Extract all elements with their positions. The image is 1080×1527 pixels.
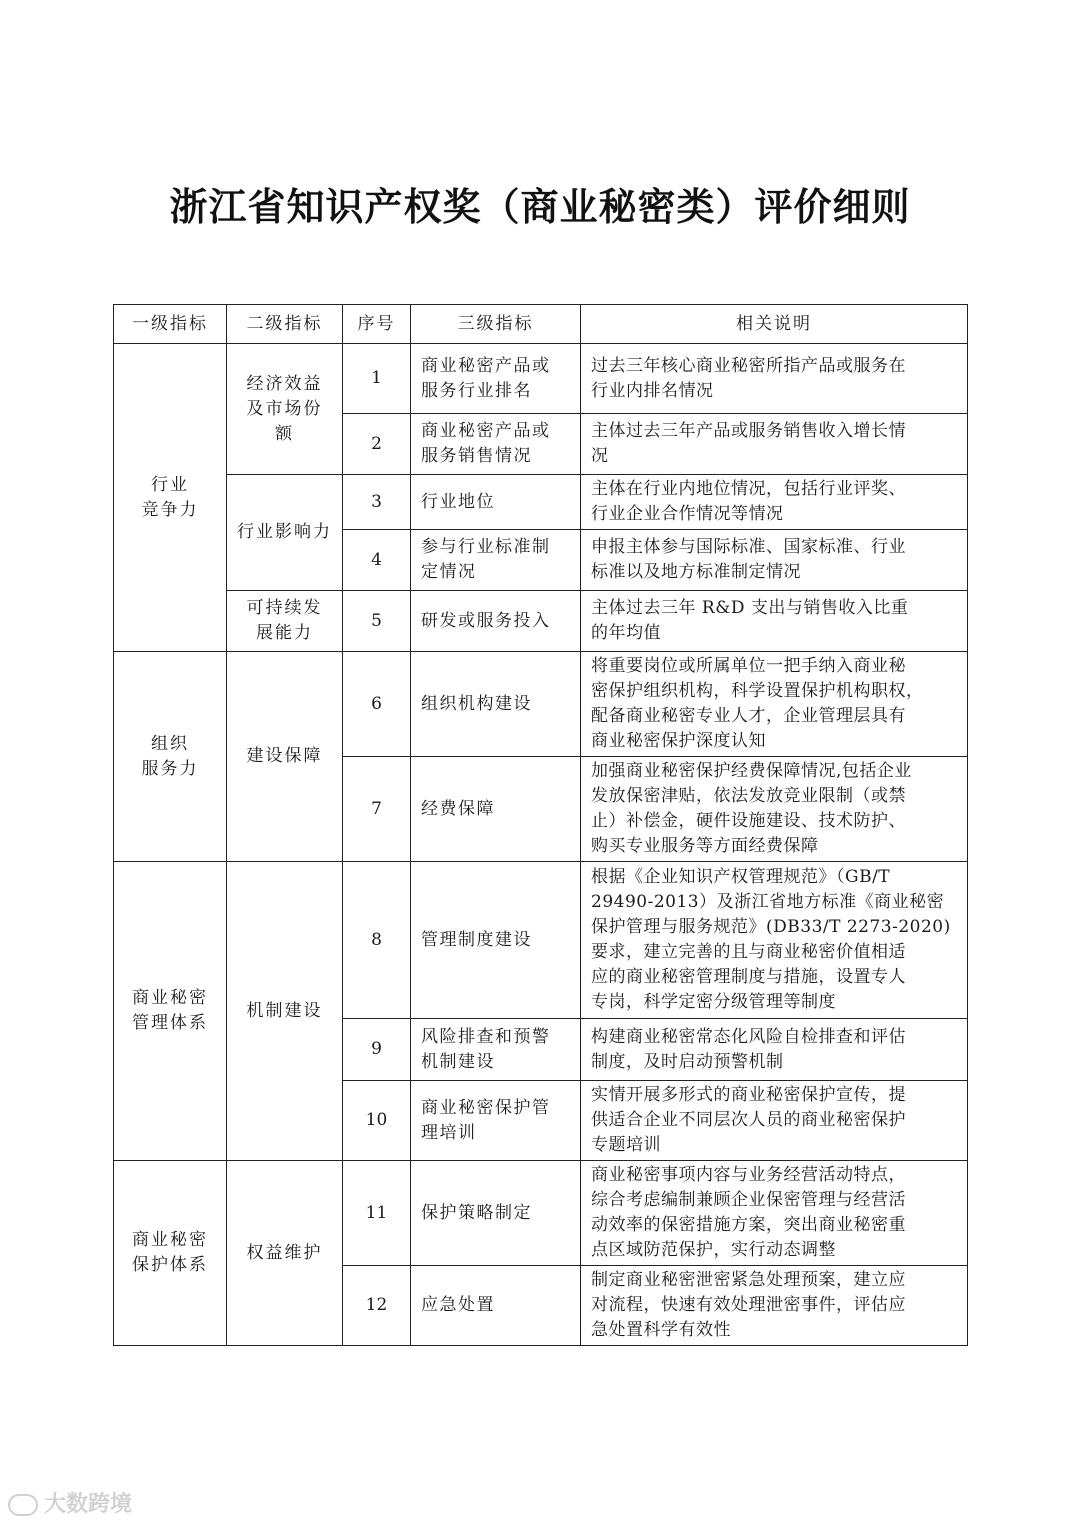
description-cell: 实情开展多形式的商业秘密保护宣传，提 供适合企业不同层次人员的商业秘密保护 专题培训 — [581, 1081, 968, 1161]
description-cell: 过去三年核心商业秘密所指产品或服务在 行业内排名情况 — [581, 344, 968, 414]
level3-cell: 商业秘密保护管 理培训 — [411, 1081, 581, 1161]
level1-cell: 商业秘密 管理体系 — [114, 862, 227, 1161]
table-row — [114, 652, 968, 757]
description-cell: 主体过去三年产品或服务销售收入增长情 况 — [581, 414, 968, 475]
row-number: 11 — [343, 1161, 411, 1266]
level3-cell: 组织机构建设 — [411, 652, 581, 757]
row-number: 5 — [343, 591, 411, 652]
description-cell: 申报主体参与国际标准、国家标准、行业 标准以及地方标准制定情况 — [581, 530, 968, 591]
evaluation-table — [113, 304, 968, 1346]
level3-cell: 商业秘密产品或 服务行业排名 — [411, 344, 581, 414]
header-description: 相关说明 — [581, 305, 968, 344]
description-cell: 根据《企业知识产权管理规范》（GB/T 29490-2013）及浙江省地方标准《商业秘密 保护管理与服务规范》(DB33/T 2273-2020) 要求，建立完善的且与商业秘密价值相适 应的商业秘密管理制度与措施，设置专人 专岗，科学定密分级管理等制度 — [581, 862, 968, 1019]
level2-cell: 行业影响力 — [227, 475, 343, 591]
row-number: 10 — [343, 1081, 411, 1161]
table-row — [114, 475, 968, 530]
level1-cell: 行业 竞争力 — [114, 344, 227, 652]
level2-cell: 权益维护 — [227, 1161, 343, 1346]
header-level1: 一级指标 — [114, 305, 227, 344]
row-number: 7 — [343, 757, 411, 862]
header-level2: 二级指标 — [227, 305, 343, 344]
level2-cell: 经济效益 及市场份 额 — [227, 344, 343, 475]
watermark-text: 大数跨境 — [44, 1492, 133, 1517]
level3-cell: 经费保障 — [411, 757, 581, 862]
level3-cell: 风险排查和预警 机制建设 — [411, 1019, 581, 1081]
description-cell: 加强商业秘密保护经费保障情况,包括企业 发放保密津贴，依法发放竞业限制（或禁 止）补偿金，硬件设施建设、技术防护、 购买专业服务等方面经费保障 — [581, 757, 968, 862]
description-cell: 将重要岗位或所属单位一把手纳入商业秘 密保护组织机构，科学设置保护机构职权， 配备商业秘密专业人才，企业管理层具有 商业秘密保护深度认知 — [581, 652, 968, 757]
row-number: 2 — [343, 414, 411, 475]
table-header-row — [114, 305, 968, 344]
level2-cell: 建设保障 — [227, 652, 343, 862]
description-cell: 商业秘密事项内容与业务经营活动特点， 综合考虑编制兼顾企业保密管理与经营活 动效率的保密措施方案，突出商业秘密重 点区域防范保护，实行动态调整 — [581, 1161, 968, 1266]
row-number: 8 — [343, 862, 411, 1019]
row-number: 12 — [343, 1266, 411, 1346]
row-number: 3 — [343, 475, 411, 530]
level1-cell: 商业秘密 保护体系 — [114, 1161, 227, 1346]
level2-cell: 机制建设 — [227, 862, 343, 1161]
row-number: 1 — [343, 344, 411, 414]
row-number: 4 — [343, 530, 411, 591]
level1-cell: 组织 服务力 — [114, 652, 227, 862]
watermark-logo-icon — [8, 1494, 38, 1516]
level2-cell: 可持续发 展能力 — [227, 591, 343, 652]
table-row — [114, 1161, 968, 1266]
level3-cell: 应急处置 — [411, 1266, 581, 1346]
row-number: 9 — [343, 1019, 411, 1081]
level3-cell: 行业地位 — [411, 475, 581, 530]
header-number: 序号 — [343, 305, 411, 344]
table-row — [114, 591, 968, 652]
description-cell: 制定商业秘密泄密紧急处理预案，建立应 对流程，快速有效处理泄密事件，评估应 急处置科学有效性 — [581, 1266, 968, 1346]
description-cell: 构建商业秘密常态化风险自检排查和评估 制度，及时启动预警机制 — [581, 1019, 968, 1081]
table-row — [114, 344, 968, 414]
description-cell: 主体过去三年 R&D 支出与销售收入比重 的年均值 — [581, 591, 968, 652]
watermark — [8, 1487, 132, 1518]
level3-cell: 管理制度建设 — [411, 862, 581, 1019]
header-level3: 三级指标 — [411, 305, 581, 344]
document-title: 浙江省知识产权奖（商业秘密类）评价细则 — [169, 185, 911, 229]
row-number: 6 — [343, 652, 411, 757]
level3-cell: 参与行业标准制 定情况 — [411, 530, 581, 591]
level3-cell: 商业秘密产品或 服务销售情况 — [411, 414, 581, 475]
level3-cell: 保护策略制定 — [411, 1161, 581, 1266]
description-cell: 主体在行业内地位情况，包括行业评奖、 行业企业合作情况等情况 — [581, 475, 968, 530]
level3-cell: 研发或服务投入 — [411, 591, 581, 652]
table-row — [114, 862, 968, 1019]
